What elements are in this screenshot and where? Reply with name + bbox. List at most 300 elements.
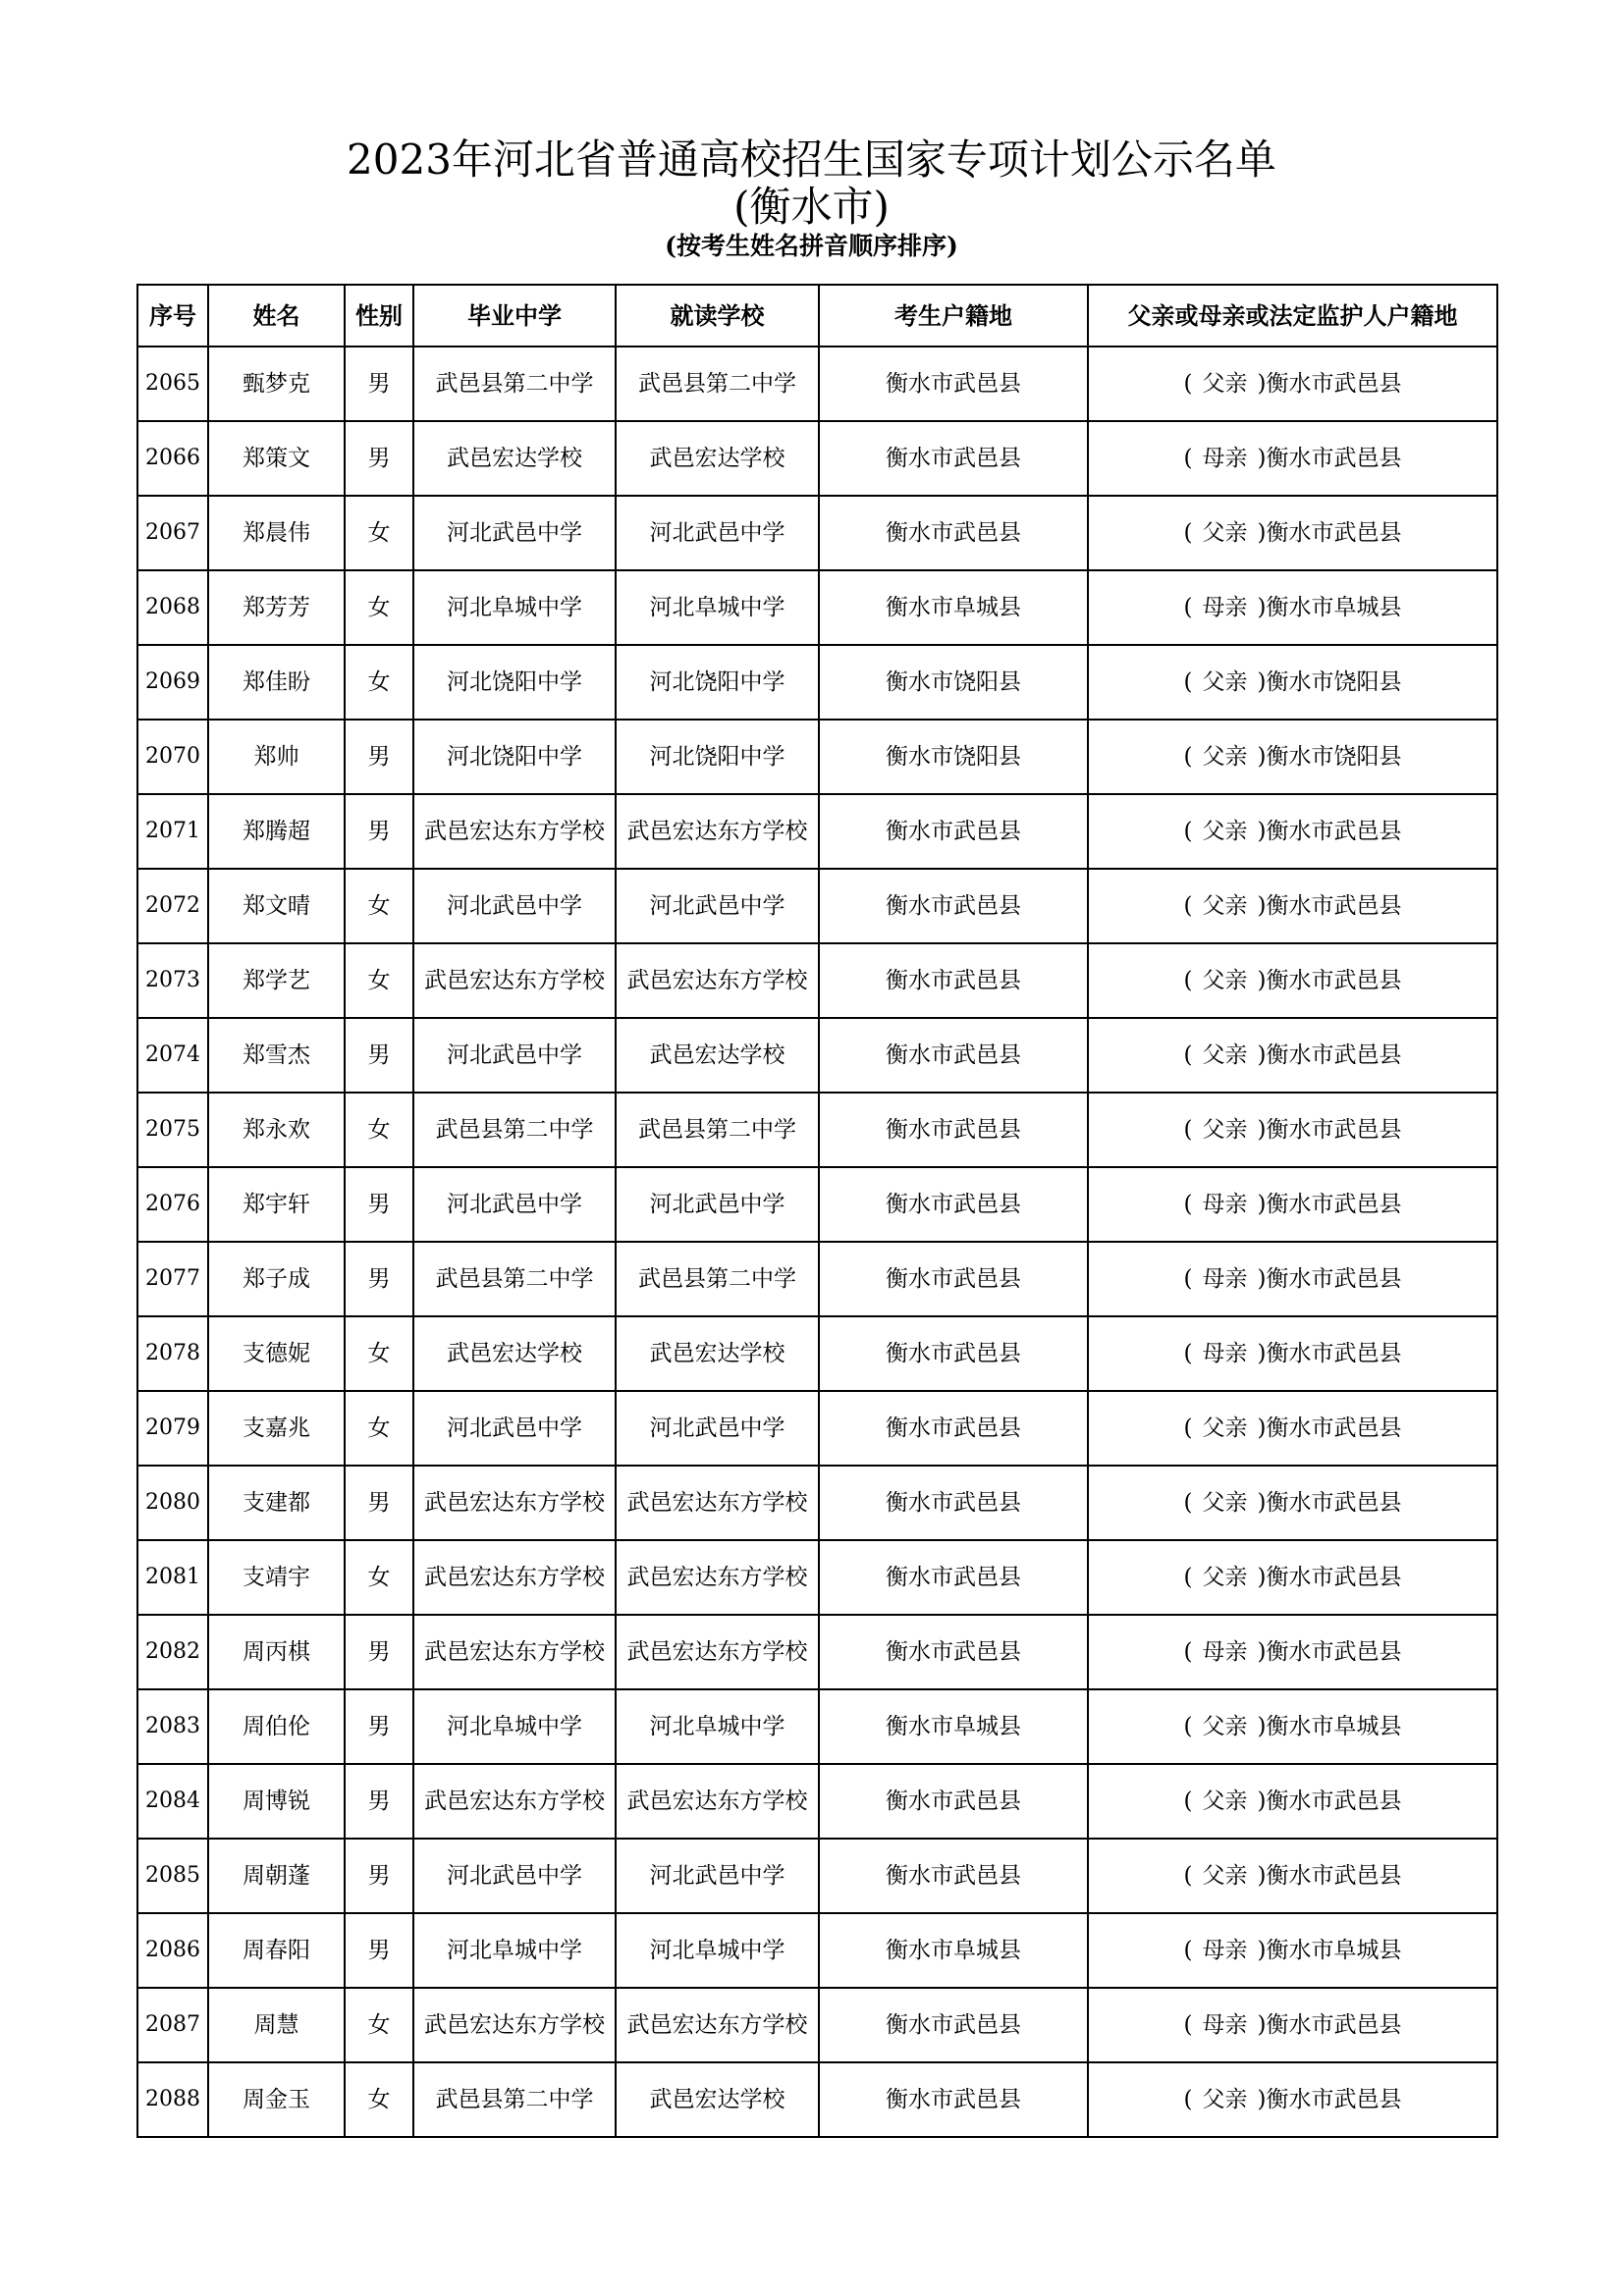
close-paren: ): [1257, 1713, 1267, 1739]
table-row: [137, 1391, 1497, 1466]
row-guardian: [1088, 347, 1497, 421]
row-household: 衡水市阜城县: [819, 1913, 1088, 1988]
table-row: [137, 1615, 1497, 1689]
guardian-relation: 父亲: [1202, 1564, 1248, 1590]
row-name: 周春阳: [208, 1913, 345, 1988]
guardian-relation: 母亲: [1202, 445, 1248, 471]
row-current-school: 武邑宏达学校: [616, 421, 819, 496]
guardian-household: 衡水市武邑县: [1266, 1191, 1402, 1217]
table-row: [137, 1764, 1497, 1839]
row-graduation-school: 武邑宏达东方学校: [413, 1988, 616, 2062]
page-title: 2023年河北省普通高校招生国家专项计划公示名单: [347, 135, 1276, 184]
close-paren: ): [1257, 818, 1267, 844]
row-seq: 2085: [137, 1839, 208, 1913]
row-seq: 2079: [137, 1391, 208, 1466]
row-name: 郑宇轩: [208, 1167, 345, 1242]
row-guardian: [1088, 1018, 1497, 1093]
guardian-household: 衡水市武邑县: [1266, 1564, 1402, 1590]
close-paren: ): [1257, 445, 1267, 471]
row-seq: 2076: [137, 1167, 208, 1242]
row-name: 郑帅: [208, 720, 345, 794]
table-row: [137, 1242, 1497, 1316]
guardian-relation: 母亲: [1202, 1937, 1248, 1963]
row-guardian: [1088, 2062, 1497, 2137]
row-graduation-school: 武邑县第二中学: [413, 1093, 616, 1167]
row-current-school: 武邑宏达东方学校: [616, 1615, 819, 1689]
row-seq: 2088: [137, 2062, 208, 2137]
row-graduation-school: 河北阜城中学: [413, 1913, 616, 1988]
guardian-household: 衡水市饶阳县: [1266, 668, 1402, 695]
row-seq: 2087: [137, 1988, 208, 2062]
open-paren: (: [1183, 2086, 1193, 2112]
close-paren: ): [1257, 1638, 1267, 1665]
row-gender: 男: [345, 1764, 413, 1839]
row-seq: 2086: [137, 1913, 208, 1988]
open-paren: (: [1183, 1788, 1193, 1814]
close-paren: ): [1257, 1489, 1267, 1516]
row-household: 衡水市阜城县: [819, 570, 1088, 645]
guardian-relation: 父亲: [1202, 1713, 1248, 1739]
row-seq: 2068: [137, 570, 208, 645]
row-gender: 女: [345, 496, 413, 570]
guardian-household: 衡水市武邑县: [1266, 1116, 1402, 1143]
guardian-household: 衡水市阜城县: [1266, 1937, 1402, 1963]
row-guardian: [1088, 496, 1497, 570]
guardian-relation: 父亲: [1202, 818, 1248, 844]
roster-table-body: [137, 347, 1497, 2137]
row-name: 郑腾超: [208, 794, 345, 869]
row-gender: 男: [345, 421, 413, 496]
table-row: [137, 421, 1497, 496]
table-row: [137, 1466, 1497, 1540]
guardian-household: 衡水市武邑县: [1266, 370, 1402, 397]
row-current-school: 河北武邑中学: [616, 1839, 819, 1913]
close-paren: ): [1257, 892, 1267, 919]
guardian-household: 衡水市武邑县: [1266, 1788, 1402, 1814]
row-guardian: [1088, 1167, 1497, 1242]
row-graduation-school: 河北武邑中学: [413, 869, 616, 943]
row-graduation-school: 河北武邑中学: [413, 1167, 616, 1242]
guardian-relation: 父亲: [1202, 2086, 1248, 2112]
row-household: 衡水市武邑县: [819, 1540, 1088, 1615]
row-gender: 男: [345, 794, 413, 869]
row-name: 郑学艺: [208, 943, 345, 1018]
close-paren: ): [1257, 519, 1267, 546]
guardian-relation: 母亲: [1202, 1340, 1248, 1366]
open-paren: (: [1183, 1638, 1193, 1665]
row-gender: 男: [345, 720, 413, 794]
row-household: 衡水市武邑县: [819, 1093, 1088, 1167]
close-paren: ): [1257, 967, 1267, 993]
guardian-relation: 父亲: [1202, 1041, 1248, 1068]
column-header-guardian-registration: 父亲或母亲或法定监护人户籍地: [1088, 285, 1497, 347]
guardian-household: 衡水市武邑县: [1266, 1489, 1402, 1516]
open-paren: (: [1183, 1862, 1193, 1889]
row-graduation-school: 武邑宏达东方学校: [413, 1615, 616, 1689]
row-current-school: 河北饶阳中学: [616, 645, 819, 720]
guardian-relation: 母亲: [1202, 1265, 1248, 1292]
table-row: [137, 1689, 1497, 1764]
guardian-household: 衡水市武邑县: [1266, 818, 1402, 844]
open-paren: (: [1183, 445, 1193, 471]
open-paren: (: [1183, 1265, 1193, 1292]
open-paren: (: [1183, 370, 1193, 397]
row-current-school: 武邑县第二中学: [616, 1242, 819, 1316]
row-graduation-school: 武邑宏达东方学校: [413, 794, 616, 869]
row-graduation-school: 河北阜城中学: [413, 1689, 616, 1764]
row-current-school: 武邑宏达东方学校: [616, 794, 819, 869]
row-graduation-school: 河北武邑中学: [413, 1391, 616, 1466]
row-current-school: 河北饶阳中学: [616, 720, 819, 794]
close-paren: ): [1257, 1265, 1267, 1292]
table-row: [137, 1167, 1497, 1242]
row-graduation-school: 河北饶阳中学: [413, 720, 616, 794]
row-gender: 男: [345, 1466, 413, 1540]
row-guardian: [1088, 794, 1497, 869]
row-seq: 2065: [137, 347, 208, 421]
row-gender: 女: [345, 2062, 413, 2137]
open-paren: (: [1183, 1340, 1193, 1366]
open-paren: (: [1183, 1116, 1193, 1143]
open-paren: (: [1183, 668, 1193, 695]
row-guardian: [1088, 1316, 1497, 1391]
row-seq: 2069: [137, 645, 208, 720]
roster-table: [136, 284, 1498, 2138]
row-gender: 男: [345, 1242, 413, 1316]
row-graduation-school: 河北武邑中学: [413, 496, 616, 570]
guardian-relation: 母亲: [1202, 594, 1248, 620]
open-paren: (: [1183, 743, 1193, 770]
row-household: 衡水市武邑县: [819, 1018, 1088, 1093]
row-guardian: [1088, 1242, 1497, 1316]
row-name: 支建都: [208, 1466, 345, 1540]
row-current-school: 河北武邑中学: [616, 1391, 819, 1466]
row-gender: 女: [345, 943, 413, 1018]
row-guardian: [1088, 943, 1497, 1018]
row-current-school: 河北阜城中学: [616, 570, 819, 645]
row-guardian: [1088, 1466, 1497, 1540]
row-gender: 女: [345, 570, 413, 645]
row-gender: 男: [345, 1839, 413, 1913]
table-row: [137, 1018, 1497, 1093]
open-paren: (: [1183, 594, 1193, 620]
table-row: [137, 720, 1497, 794]
region-subtitle: (衡水市): [733, 183, 890, 231]
row-seq: 2071: [137, 794, 208, 869]
row-gender: 女: [345, 1093, 413, 1167]
row-gender: 女: [345, 869, 413, 943]
open-paren: (: [1183, 1937, 1193, 1963]
close-paren: ): [1257, 2086, 1267, 2112]
row-name: 周伯伦: [208, 1689, 345, 1764]
row-name: 周朝蓬: [208, 1839, 345, 1913]
close-paren: ): [1257, 370, 1267, 397]
row-name: 支德妮: [208, 1316, 345, 1391]
row-seq: 2070: [137, 720, 208, 794]
row-seq: 2073: [137, 943, 208, 1018]
row-current-school: 武邑宏达东方学校: [616, 1988, 819, 2062]
guardian-household: 衡水市武邑县: [1266, 445, 1402, 471]
row-household: 衡水市武邑县: [819, 1242, 1088, 1316]
open-paren: (: [1183, 1564, 1193, 1590]
open-paren: (: [1183, 892, 1193, 919]
guardian-relation: 父亲: [1202, 967, 1248, 993]
row-household: 衡水市武邑县: [819, 1391, 1088, 1466]
row-household: 衡水市武邑县: [819, 1839, 1088, 1913]
close-paren: ): [1257, 1041, 1267, 1068]
row-guardian: [1088, 1913, 1497, 1988]
guardian-household: 衡水市武邑县: [1266, 1862, 1402, 1889]
open-paren: (: [1183, 1713, 1193, 1739]
guardian-relation: 母亲: [1202, 2011, 1248, 2038]
column-header-gender: 性别: [345, 285, 413, 347]
row-gender: 女: [345, 1391, 413, 1466]
table-row: [137, 1988, 1497, 2062]
row-name: 甄梦克: [208, 347, 345, 421]
row-gender: 女: [345, 645, 413, 720]
row-graduation-school: 武邑宏达东方学校: [413, 1466, 616, 1540]
open-paren: (: [1183, 967, 1193, 993]
row-guardian: [1088, 1540, 1497, 1615]
close-paren: ): [1257, 668, 1267, 695]
table-row: [137, 1093, 1497, 1167]
row-guardian: [1088, 570, 1497, 645]
row-household: 衡水市武邑县: [819, 1466, 1088, 1540]
close-paren: ): [1257, 1191, 1267, 1217]
guardian-relation: 父亲: [1202, 370, 1248, 397]
row-household: 衡水市武邑县: [819, 1316, 1088, 1391]
row-name: 郑佳盼: [208, 645, 345, 720]
row-current-school: 河北阜城中学: [616, 1913, 819, 1988]
row-guardian: [1088, 1689, 1497, 1764]
row-current-school: 武邑宏达学校: [616, 1316, 819, 1391]
row-household: 衡水市武邑县: [819, 1988, 1088, 2062]
row-name: 支靖宇: [208, 1540, 345, 1615]
row-current-school: 武邑县第二中学: [616, 1093, 819, 1167]
row-household: 衡水市武邑县: [819, 1615, 1088, 1689]
close-paren: ): [1257, 594, 1267, 620]
row-gender: 男: [345, 1689, 413, 1764]
row-guardian: [1088, 1988, 1497, 2062]
row-gender: 男: [345, 1615, 413, 1689]
guardian-household: 衡水市武邑县: [1266, 2011, 1402, 2038]
close-paren: ): [1257, 1415, 1267, 1441]
row-current-school: 武邑宏达东方学校: [616, 1466, 819, 1540]
row-current-school: 武邑宏达东方学校: [616, 1764, 819, 1839]
table-row: [137, 943, 1497, 1018]
row-guardian: [1088, 1839, 1497, 1913]
guardian-household: 衡水市武邑县: [1266, 519, 1402, 546]
row-household: 衡水市武邑县: [819, 2062, 1088, 2137]
row-gender: 女: [345, 1316, 413, 1391]
row-seq: 2075: [137, 1093, 208, 1167]
row-seq: 2083: [137, 1689, 208, 1764]
row-name: 周丙棋: [208, 1615, 345, 1689]
table-row: [137, 496, 1497, 570]
table-row: [137, 794, 1497, 869]
guardian-household: 衡水市阜城县: [1266, 1713, 1402, 1739]
close-paren: ): [1257, 1862, 1267, 1889]
close-paren: ): [1257, 1937, 1267, 1963]
open-paren: (: [1183, 818, 1193, 844]
row-guardian: [1088, 645, 1497, 720]
row-household: 衡水市武邑县: [819, 794, 1088, 869]
row-current-school: 武邑宏达学校: [616, 1018, 819, 1093]
guardian-relation: 父亲: [1202, 892, 1248, 919]
row-seq: 2081: [137, 1540, 208, 1615]
row-seq: 2074: [137, 1018, 208, 1093]
row-seq: 2084: [137, 1764, 208, 1839]
table-row: [137, 1540, 1497, 1615]
open-paren: (: [1183, 1041, 1193, 1068]
guardian-household: 衡水市武邑县: [1266, 1340, 1402, 1366]
column-header-graduation-school: 毕业中学: [413, 285, 616, 347]
row-graduation-school: 武邑宏达东方学校: [413, 1764, 616, 1839]
guardian-household: 衡水市阜城县: [1266, 594, 1402, 620]
open-paren: (: [1183, 1415, 1193, 1441]
row-household: 衡水市饶阳县: [819, 645, 1088, 720]
row-graduation-school: 河北阜城中学: [413, 570, 616, 645]
row-name: 郑策文: [208, 421, 345, 496]
row-gender: 男: [345, 1018, 413, 1093]
row-seq: 2066: [137, 421, 208, 496]
row-name: 周金玉: [208, 2062, 345, 2137]
table-row: [137, 1839, 1497, 1913]
row-graduation-school: 河北饶阳中学: [413, 645, 616, 720]
row-name: 周博锐: [208, 1764, 345, 1839]
guardian-relation: 母亲: [1202, 1638, 1248, 1665]
guardian-relation: 父亲: [1202, 743, 1248, 770]
close-paren: ): [1257, 1788, 1267, 1814]
row-graduation-school: 河北武邑中学: [413, 1839, 616, 1913]
open-paren: (: [1183, 2011, 1193, 2038]
guardian-household: 衡水市武邑县: [1266, 1041, 1402, 1068]
row-guardian: [1088, 720, 1497, 794]
table-row: [137, 1913, 1497, 1988]
row-guardian: [1088, 1391, 1497, 1466]
guardian-household: 衡水市武邑县: [1266, 892, 1402, 919]
guardian-household: 衡水市饶阳县: [1266, 743, 1402, 770]
row-household: 衡水市武邑县: [819, 421, 1088, 496]
row-current-school: 河北武邑中学: [616, 496, 819, 570]
row-name: 郑芳芳: [208, 570, 345, 645]
row-household: 衡水市武邑县: [819, 1764, 1088, 1839]
row-seq: 2082: [137, 1615, 208, 1689]
open-paren: (: [1183, 519, 1193, 546]
row-name: 郑文晴: [208, 869, 345, 943]
guardian-relation: 父亲: [1202, 1415, 1248, 1441]
guardian-relation: 父亲: [1202, 668, 1248, 695]
close-paren: ): [1257, 743, 1267, 770]
close-paren: ): [1257, 1340, 1267, 1366]
row-name: 郑子成: [208, 1242, 345, 1316]
row-seq: 2067: [137, 496, 208, 570]
table-row: [137, 2062, 1497, 2137]
row-graduation-school: 武邑县第二中学: [413, 2062, 616, 2137]
row-graduation-school: 武邑宏达学校: [413, 421, 616, 496]
row-guardian: [1088, 1764, 1497, 1839]
guardian-relation: 母亲: [1202, 1191, 1248, 1217]
row-name: 郑雪杰: [208, 1018, 345, 1093]
column-header-name: 姓名: [208, 285, 345, 347]
open-paren: (: [1183, 1191, 1193, 1217]
table-row: [137, 1316, 1497, 1391]
row-graduation-school: 武邑宏达学校: [413, 1316, 616, 1391]
row-household: 衡水市武邑县: [819, 869, 1088, 943]
row-household: 衡水市武邑县: [819, 943, 1088, 1018]
row-seq: 2080: [137, 1466, 208, 1540]
row-gender: 男: [345, 347, 413, 421]
row-name: 郑晨伟: [208, 496, 345, 570]
row-current-school: 武邑县第二中学: [616, 347, 819, 421]
row-guardian: [1088, 421, 1497, 496]
table-header-row: [137, 285, 1497, 347]
row-guardian: [1088, 1093, 1497, 1167]
guardian-relation: 父亲: [1202, 1116, 1248, 1143]
row-current-school: 武邑宏达学校: [616, 2062, 819, 2137]
row-current-school: 武邑宏达东方学校: [616, 1540, 819, 1615]
close-paren: ): [1257, 1564, 1267, 1590]
row-current-school: 河北武邑中学: [616, 1167, 819, 1242]
row-name: 周慧: [208, 1988, 345, 2062]
row-current-school: 武邑宏达东方学校: [616, 943, 819, 1018]
row-graduation-school: 武邑宏达东方学校: [413, 943, 616, 1018]
row-guardian: [1088, 869, 1497, 943]
guardian-relation: 父亲: [1202, 519, 1248, 546]
close-paren: ): [1257, 2011, 1267, 2038]
column-header-household-registration: 考生户籍地: [819, 285, 1088, 347]
table-row: [137, 347, 1497, 421]
table-row: [137, 570, 1497, 645]
row-current-school: 河北武邑中学: [616, 869, 819, 943]
guardian-household: 衡水市武邑县: [1266, 967, 1402, 993]
row-graduation-school: 武邑县第二中学: [413, 347, 616, 421]
row-seq: 2078: [137, 1316, 208, 1391]
guardian-relation: 父亲: [1202, 1788, 1248, 1814]
table-row: [137, 869, 1497, 943]
row-graduation-school: 武邑宏达东方学校: [413, 1540, 616, 1615]
guardian-relation: 父亲: [1202, 1862, 1248, 1889]
guardian-household: 衡水市武邑县: [1266, 2086, 1402, 2112]
guardian-household: 衡水市武邑县: [1266, 1265, 1402, 1292]
guardian-household: 衡水市武邑县: [1266, 1415, 1402, 1441]
column-header-seq: 序号: [137, 285, 208, 347]
row-household: 衡水市武邑县: [819, 347, 1088, 421]
row-gender: 男: [345, 1167, 413, 1242]
row-gender: 女: [345, 1988, 413, 2062]
row-seq: 2077: [137, 1242, 208, 1316]
row-current-school: 河北阜城中学: [616, 1689, 819, 1764]
row-household: 衡水市饶阳县: [819, 720, 1088, 794]
row-seq: 2072: [137, 869, 208, 943]
row-graduation-school: 武邑县第二中学: [413, 1242, 616, 1316]
guardian-relation: 父亲: [1202, 1489, 1248, 1516]
column-header-current-school: 就读学校: [616, 285, 819, 347]
row-household: 衡水市武邑县: [819, 496, 1088, 570]
row-graduation-school: 河北武邑中学: [413, 1018, 616, 1093]
row-gender: 女: [345, 1540, 413, 1615]
row-name: 支嘉兆: [208, 1391, 345, 1466]
close-paren: ): [1257, 1116, 1267, 1143]
row-household: 衡水市武邑县: [819, 1167, 1088, 1242]
row-name: 郑永欢: [208, 1093, 345, 1167]
guardian-household: 衡水市武邑县: [1266, 1638, 1402, 1665]
table-row: [137, 645, 1497, 720]
row-gender: 男: [345, 1913, 413, 1988]
sort-note: (按考生姓名拼音顺序排序): [665, 232, 958, 260]
row-household: 衡水市阜城县: [819, 1689, 1088, 1764]
row-guardian: [1088, 1615, 1497, 1689]
